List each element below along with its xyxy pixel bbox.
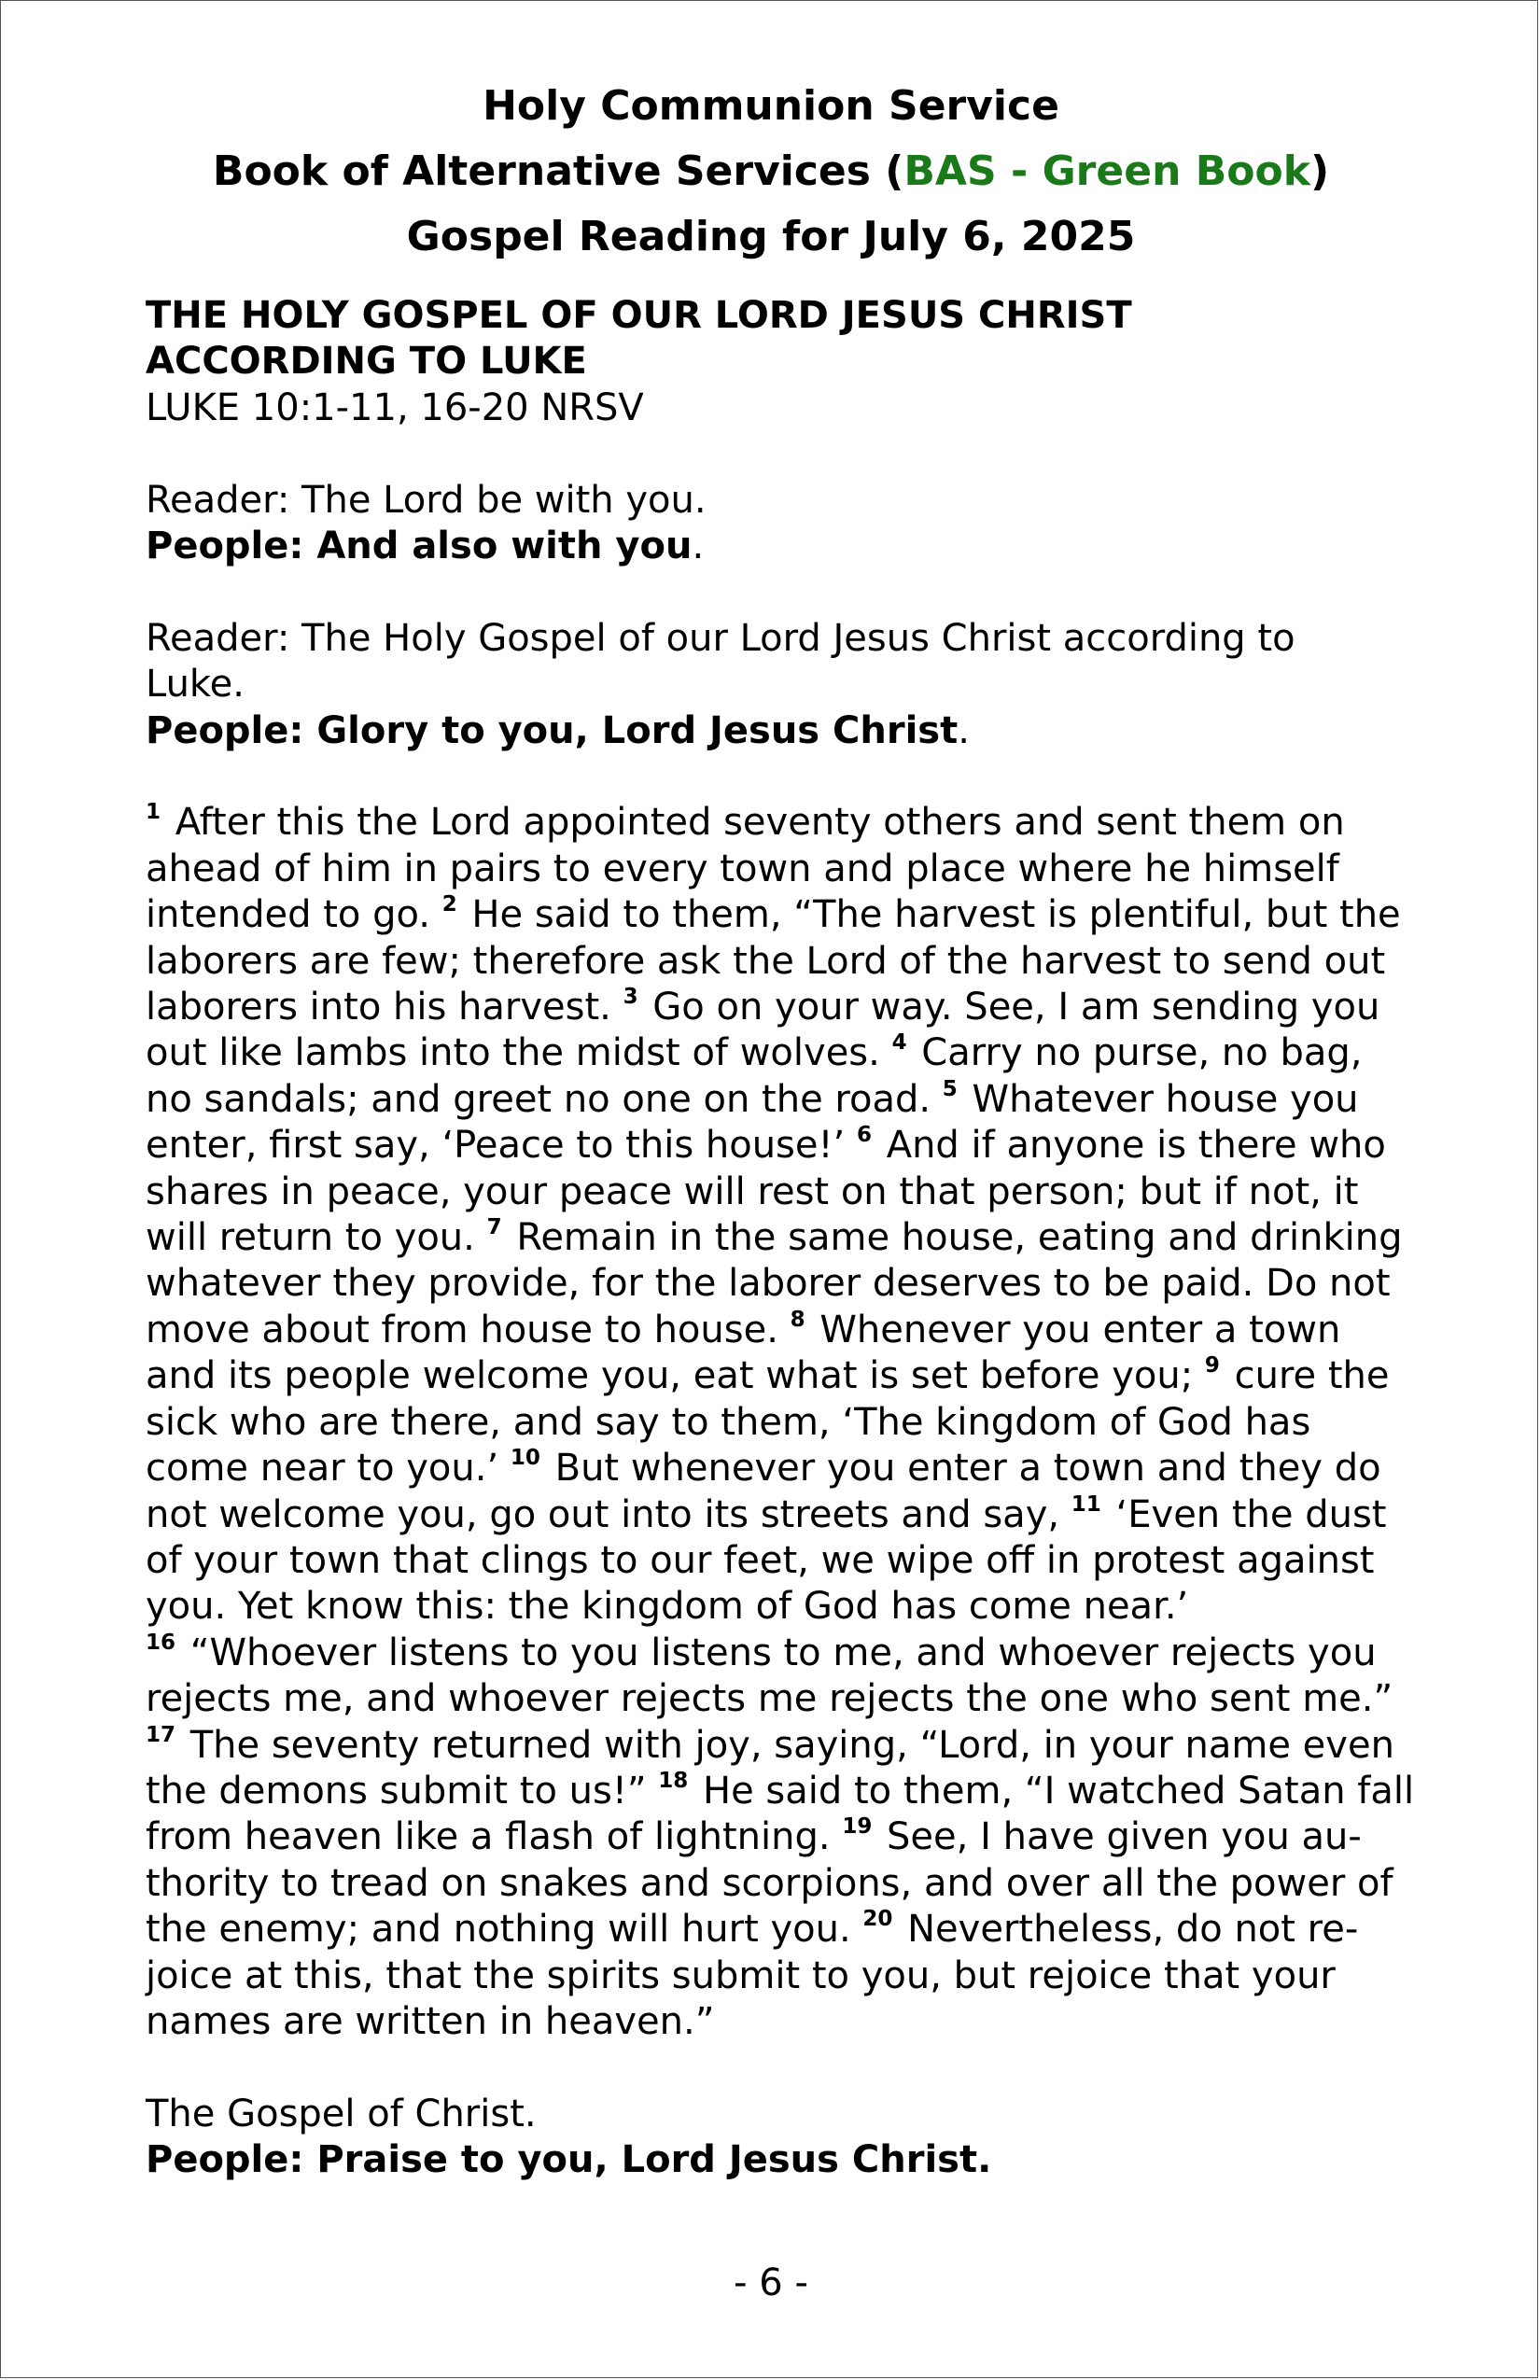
- verse-number: 8: [790, 1307, 805, 1332]
- spacer: [146, 2045, 1434, 2091]
- gospel-line: [146, 1814, 1434, 1860]
- gospel-line: shares in peace, your peace will rest on that person; but if not, it: [146, 1169, 1359, 1213]
- spacer: [146, 754, 1434, 800]
- section-heading-line1: THE HOLY GOSPEL OF OUR LORD JESUS CHRIST: [146, 294, 1132, 337]
- verse-number: 6: [856, 1123, 872, 1148]
- gospel-line-text: intended to go.: [146, 893, 442, 937]
- people-response-1: [146, 524, 1434, 569]
- verse-number: 18: [658, 1768, 689, 1793]
- gospel-line-text: out like lambs into the midst of wolves.: [146, 1031, 892, 1075]
- gospel-line: [146, 1723, 1434, 1769]
- gospel-line-text: He said to them, “The harvest is plentiful, but the: [459, 893, 1401, 937]
- people-response-2-end: .: [958, 708, 970, 752]
- gospel-line-text: Whatever house you: [959, 1077, 1359, 1121]
- gospel-line: [146, 1492, 1434, 1538]
- gospel-line: rejects me, and whoever rejects me rejects the one who sent me.”: [146, 1677, 1393, 1721]
- book-title-prefix: Book of Alternative Services (: [212, 147, 904, 195]
- gospel-line: [146, 1446, 1434, 1491]
- page-header: [1, 74, 1540, 270]
- page-number: - 6 -: [734, 2261, 808, 2304]
- verse-number: 11: [1071, 1491, 1101, 1517]
- people-response-2-text: People: Glory to you, Lord Jesus Christ: [146, 708, 959, 752]
- verse-number: 2: [441, 892, 457, 917]
- gospel-line-text: ‘Even the dust: [1103, 1492, 1387, 1536]
- verse-number: 1: [146, 800, 161, 825]
- verse-number: 20: [862, 1907, 893, 1932]
- verse-number: 4: [891, 1030, 907, 1056]
- gospel-line-text: Go on your way. See, I am sending you: [640, 986, 1380, 1029]
- gospel-line-text: come near to you.’: [146, 1447, 511, 1491]
- gospel-text: [146, 800, 1434, 2045]
- gospel-line-text: Whenever you enter a town: [807, 1308, 1341, 1351]
- verse-number: 3: [623, 985, 638, 1010]
- gospel-line: [146, 1353, 1434, 1399]
- book-title-green: BAS - Green Book: [903, 147, 1310, 195]
- gospel-line: laborers are few; therefore ask the Lord of the harvest to send out: [146, 939, 1386, 983]
- people-response-1-text: People: And also with you: [146, 525, 693, 568]
- main-content: [146, 293, 1434, 2184]
- reader-greeting: Reader: The Lord be with you.: [146, 478, 707, 522]
- gospel-line-text: Carry no purse, no bag,: [909, 1031, 1363, 1075]
- verse-number: 7: [486, 1215, 502, 1240]
- gospel-line-text: move about from house to house.: [146, 1308, 791, 1351]
- gospel-line: [146, 1308, 1434, 1353]
- gospel-line-text: He said to them, “I watched Satan fall: [691, 1769, 1415, 1813]
- gospel-line: you. Yet know this: the kingdom of God has come near.’: [146, 1585, 1189, 1629]
- gospel-line: of your town that clings to our feet, we wipe off in protest against: [146, 1538, 1375, 1582]
- scripture-reference: LUKE 10:1-11, 16-20 NRSV: [146, 385, 644, 429]
- verse-number: 9: [1204, 1353, 1220, 1379]
- gospel-line-text: Nevertheless, do not re-: [895, 1908, 1359, 1952]
- gospel-line-text: the demons submit to us!”: [146, 1769, 659, 1813]
- gospel-line-text: After this the Lord appointed seventy others and sent them on: [163, 801, 1345, 845]
- gospel-line-text: from heaven like a flash of lightning.: [146, 1815, 843, 1859]
- gospel-line: thority to tread on snakes and scorpions, and over all the power of: [146, 1861, 1393, 1905]
- gospel-line-text: will return to you.: [146, 1216, 487, 1260]
- people-response-1-end: .: [692, 525, 705, 568]
- reading-title: Gospel Reading for July 6, 2025: [406, 213, 1136, 260]
- gospel-line-text: enter, first say, ‘Peace to this house!’: [146, 1124, 857, 1168]
- book-title-suffix: ): [1309, 147, 1330, 195]
- book-title: [1, 139, 1540, 204]
- gospel-line: [146, 1077, 1434, 1123]
- gospel-line: sick who are there, and say to them, ‘The kingdom of God has: [146, 1400, 1311, 1444]
- section-heading-line2: ACCORDING TO LUKE: [146, 340, 587, 384]
- verse-number: 19: [842, 1814, 873, 1840]
- verse-number: 17: [146, 1722, 176, 1747]
- gospel-line: [146, 1215, 1434, 1261]
- gospel-line: ahead of him in pairs to every town and place where he himself: [146, 847, 1339, 890]
- verse-number: 10: [510, 1446, 540, 1471]
- people-response-2: [146, 708, 1434, 754]
- gospel-line: whatever they provide, for the laborer deserves to be paid. Do not: [146, 1262, 1391, 1306]
- gospel-line: [146, 1030, 1434, 1076]
- gospel-line-text: laborers into his harvest.: [146, 986, 623, 1029]
- verse-number: 16: [146, 1630, 176, 1655]
- service-title: Holy Communion Service: [483, 82, 1059, 130]
- gospel-line-text: Remain in the same house, eating and drinking: [504, 1216, 1403, 1260]
- gospel-line: [146, 1631, 1434, 1676]
- gospel-line: [146, 892, 1434, 938]
- gospel-line-text: See, I have given you au-: [875, 1815, 1362, 1859]
- reader-announcement-line2: Luke.: [146, 663, 245, 707]
- gospel-line-text: the enemy; and nothing will hurt you.: [146, 1908, 863, 1952]
- verse-number: 5: [942, 1076, 958, 1101]
- gospel-line: [146, 1907, 1434, 1953]
- gospel-line-text: And if anyone is there who: [875, 1124, 1386, 1168]
- gospel-line-text: and its people welcome you, eat what is set before you;: [146, 1354, 1205, 1398]
- gospel-line-text: The seventy returned with joy, saying, “Lord, in your name even: [178, 1723, 1394, 1767]
- gospel-line-text: no sandals; and greet no one on the road.: [146, 1077, 943, 1121]
- spacer: [146, 431, 1434, 477]
- gospel-line: joice at this, that the spirits submit to you, but rejoice that your: [146, 1953, 1336, 1997]
- gospel-line-text: “Whoever listens to you listens to me, and whoever rejects you: [178, 1631, 1377, 1674]
- gospel-line: [146, 985, 1434, 1030]
- gospel-line-text: cure the: [1222, 1354, 1390, 1398]
- gospel-line: [146, 800, 1434, 846]
- gospel-line: names are written in heaven.”: [146, 1999, 715, 2043]
- gospel-line: [146, 1123, 1434, 1169]
- spacer: [146, 569, 1434, 615]
- reader-announcement-line1: Reader: The Holy Gospel of our Lord Jesus Christ according to: [146, 616, 1295, 660]
- gospel-line-text: not welcome you, go out into its streets and say,: [146, 1492, 1071, 1536]
- gospel-line: [146, 1769, 1434, 1814]
- closing-reader: The Gospel of Christ.: [146, 2092, 537, 2135]
- gospel-line-text: But whenever you enter a town and they do: [542, 1447, 1381, 1491]
- closing-people-response: People: Praise to you, Lord Jesus Christ.: [146, 2138, 992, 2182]
